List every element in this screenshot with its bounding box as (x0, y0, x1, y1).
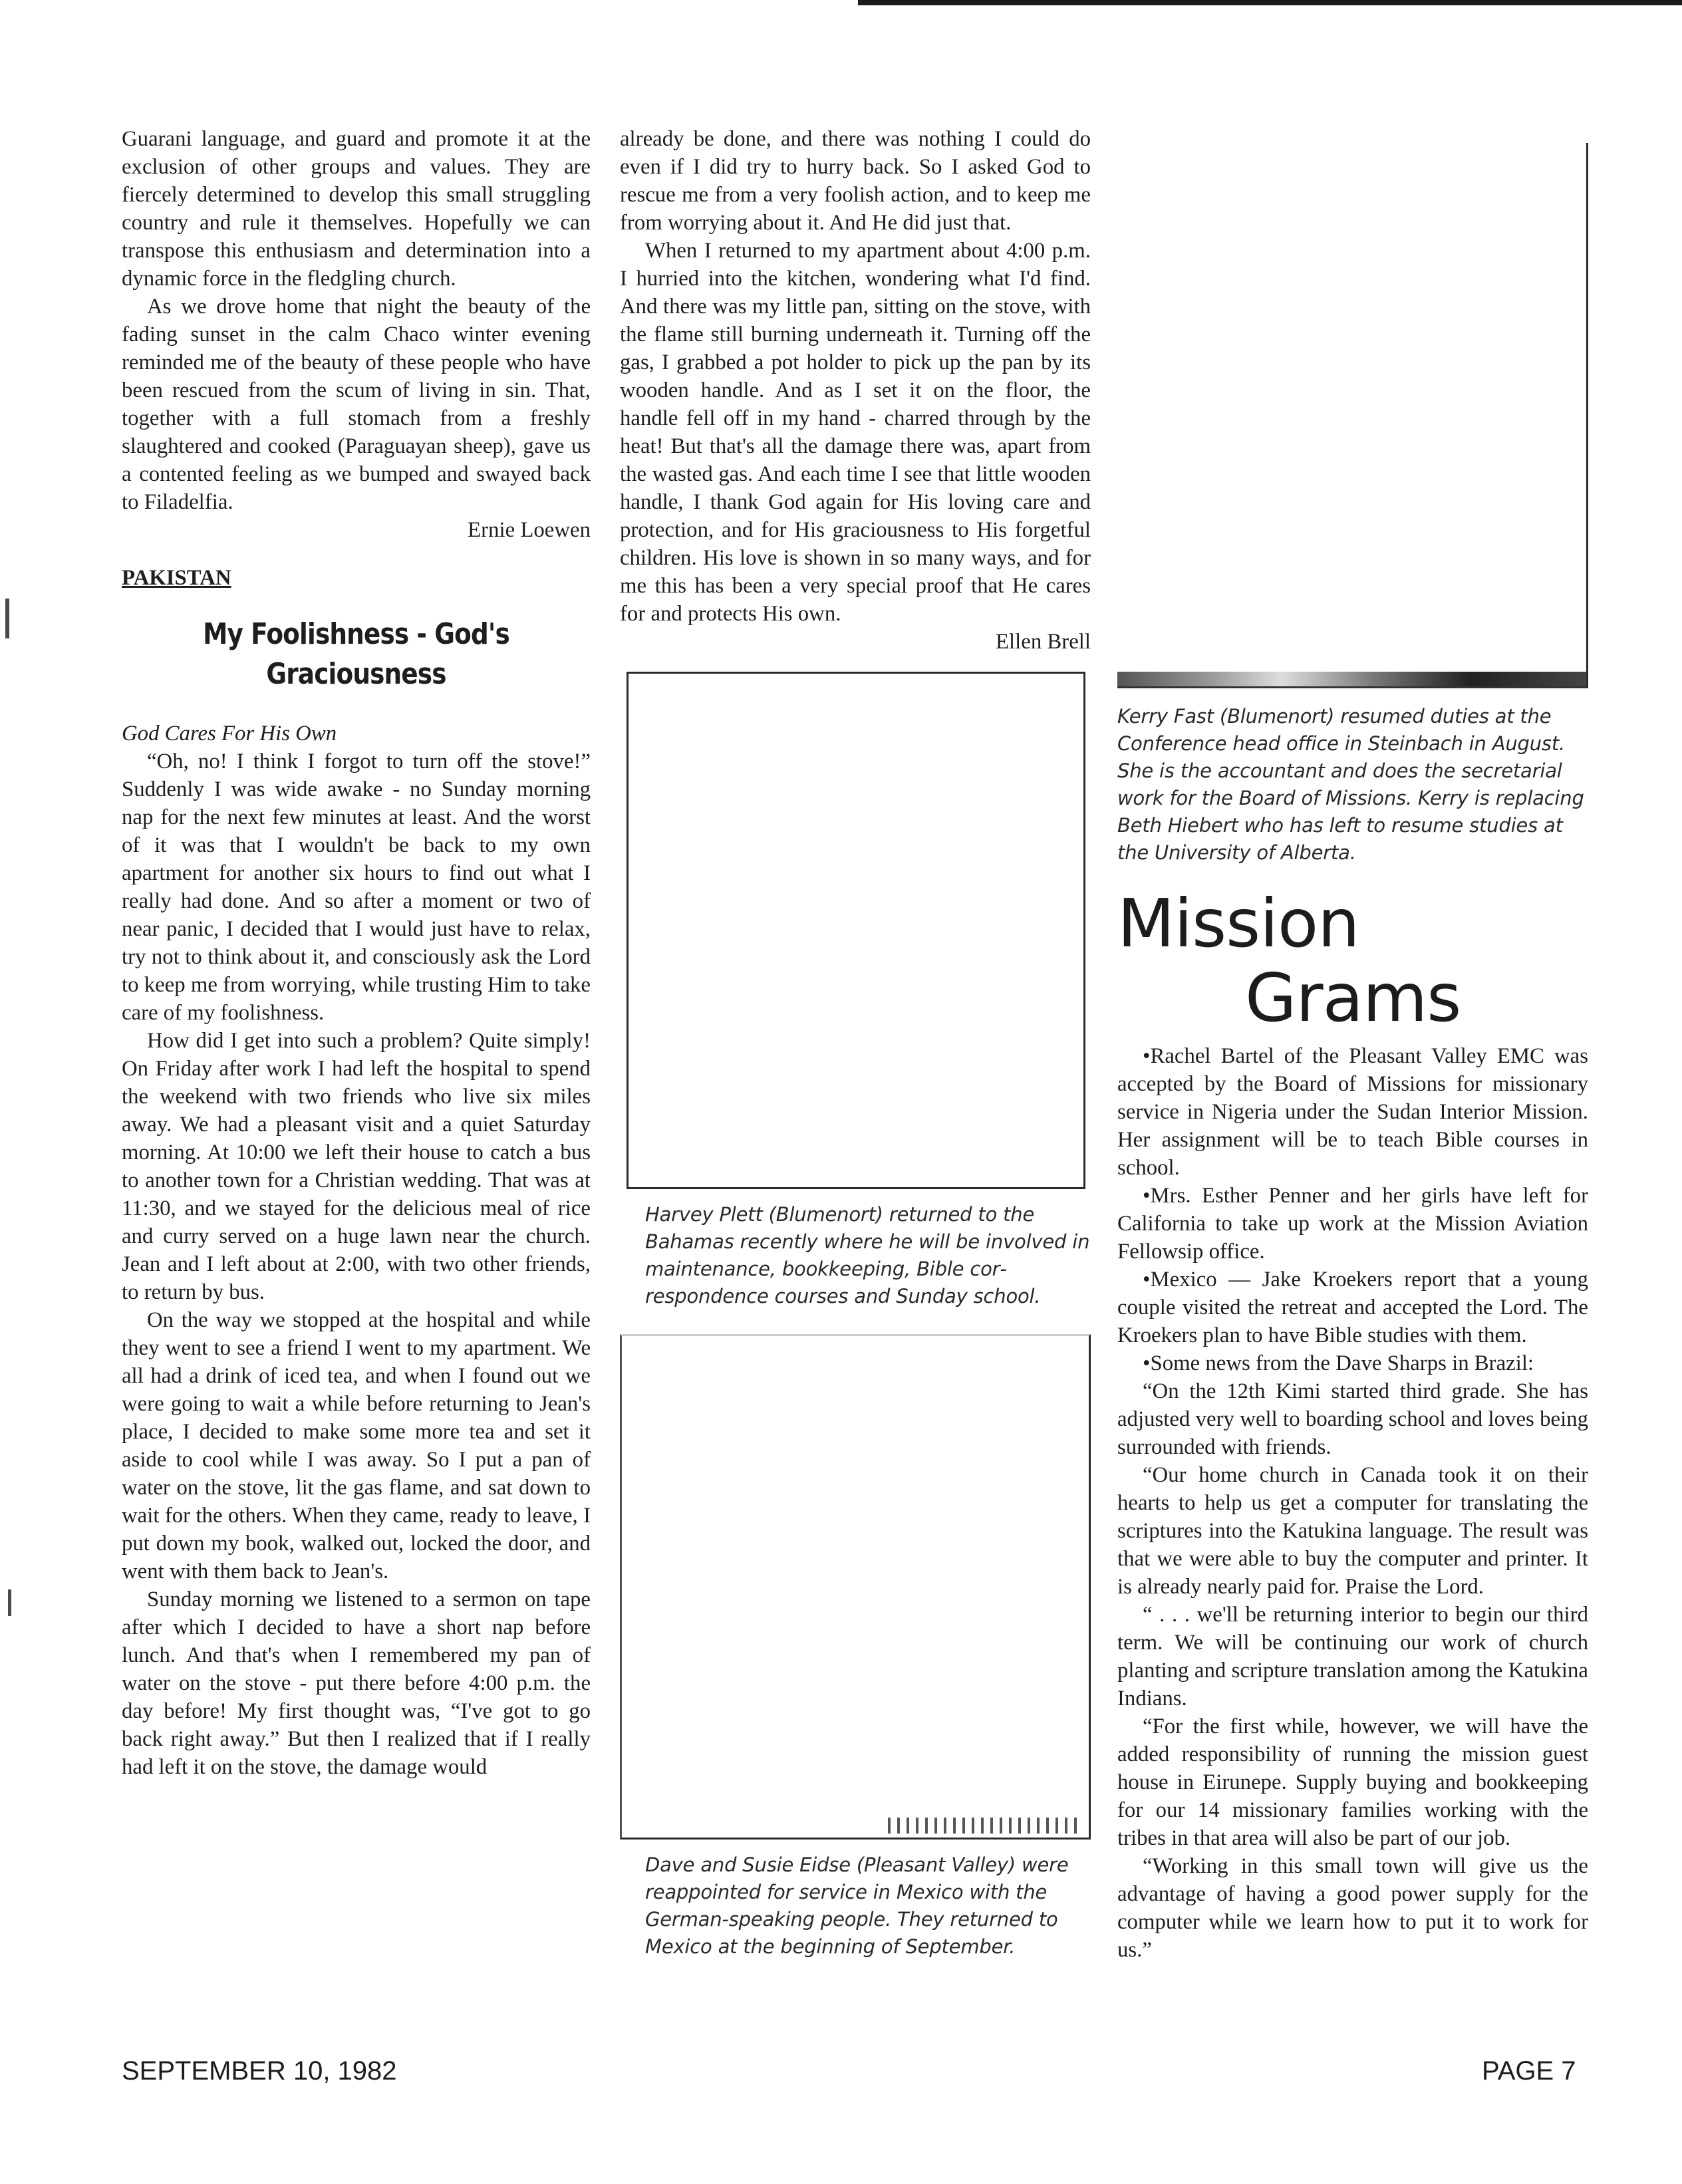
news-item: •Rachel Bartel of the Pleasant Valley EMC was accepted by the Board of Missions for missionary service in Nigeria under the Sudan Interior Mission. Her assignment will be to teach Bible courses in school. (1117, 1044, 1588, 1180)
paragraph: “For the first while, however, we will have the added responsibility of running the mission guest house in Eirunepe. Supply buying and bookkeeping for our 14 missionary families working with the tribes in that area will also be part of our job. (1117, 1714, 1588, 1850)
photo-caption: Kerry Fast (Blumenort) resumed duties at the Conference head office in Steinbach in August. She is the accountant and does the secretarial work for the Board of Missions. Kerry is replacing Beth Hiebert who has left to resume studies at the University of Alberta. (1117, 705, 1584, 864)
left-edge-mark (8, 1589, 11, 1616)
top-edge-line (858, 0, 1682, 5)
photo-strip (1117, 672, 1586, 686)
news-item: •Mexico — Jake Kroekers report that a young couple visited the retreat and accepted the Lord. The Kroekers plan to have Bible studies with them. (1117, 1268, 1588, 1347)
photo-placeholder (627, 672, 1085, 1189)
article-headline: My Foolishness - God's Graciousness (203, 617, 509, 691)
paragraph: How did I get into such a problem? Quite simply! On Friday after work I had left the hospital to spend the weekend with two friends who live six miles away. We had a pleasant visit and a quiet Saturday morning. At 10:00 we left their house to catch a bus to another town for a Christian wedding. That was at 11:30, and we stayed for the delicious meal of rice and curry served on a huge lawn near the church. Jean and I left about at 2:00, with two other friends, to return by bus. (122, 1029, 591, 1304)
footer-date: SEPTEMBER 10, 1982 (122, 2056, 397, 2086)
column-left (122, 125, 591, 1781)
photo-placeholder (620, 1334, 1091, 1840)
byline: Ellen Brell (996, 630, 1091, 654)
page-number: PAGE 7 (1482, 2056, 1576, 2086)
column-middle (620, 125, 1091, 1961)
paragraph: “On the 12th Kimi started third grade. She has adjusted very well to boarding school and loves being surrounded with friends. (1117, 1379, 1588, 1459)
left-edge-mark (5, 599, 9, 638)
paragraph: Guarani language, and guard and promote it at the exclusion of other groups and values. They are fiercely determined to develop this small struggling country and rule it themselves. Hopefully we can transpose this enthusiasm and determination into a dynamic force in the fledgling church. (122, 127, 591, 291)
photo-caption: Dave and Susie Eidse (Pleasant Valley) were reappointed for service in Mexico with the German-speaking people. They returned to Mexico at the beginning of September. (645, 1853, 1069, 1958)
section-title-line1: Mission (1117, 885, 1359, 962)
photo-speckle (888, 1818, 1081, 1834)
paragraph: Sunday morning we listened to a sermon on tape after which I decided to have a short nap before lunch. And that's when I remembered my pan of water on the stove - put there before 4:00 p.m. the day before! My first thought was, “I've got to go back right away.” But then I realized that if I really had left it on the stove, the damage would (122, 1587, 591, 1779)
news-item: •Some news from the Dave Sharps in Brazil: (1143, 1351, 1534, 1375)
news-item: •Mrs. Esther Penner and her girls have left for California to take up work at the Mission Aviation Fellowsip office. (1117, 1184, 1588, 1264)
paragraph: “Oh, no! I think I forgot to turn off the stove!” Suddenly I was wide awake - no Sunday morning nap for the next few minutes at least. And the worst of it was that I wouldn't be back to my own apartment for another six hours to find out what I really had done. And so after a moment or two of near panic, I decided that I would just have to relax, try not to think about it, and consciously ask the Lord to keep me from worrying, while trusting Him to take care of my foolishness. (122, 750, 591, 1025)
paragraph: As we drove home that night the beauty of the fading sunset in the calm Chaco winter evening reminded me of the beauty of these people who have been rescued from the scum of living in sin. That, together with a full stomach from a freshly slaughtered and cooked (Paraguayan sheep), gave us a contented feeling as we bumped and swayed back to Filadelfia. (122, 295, 591, 514)
section-title (1117, 887, 1588, 1035)
article-subhead: God Cares For His Own (122, 722, 337, 746)
section-title-line2: Grams (1245, 959, 1461, 1037)
paragraph: When I returned to my apartment about 4:00 p.m. I hurried into the kitchen, wondering what I'd find. And there was my little pan, sitting on the stove, with the flame still burning underneath it. Turning off the gas, I grabbed a pot holder to pick up the pan by its wooden handle. And as I set it on the floor, the handle fell off in my hand - charred through by the heat! But that's all the damage there was, apart from the wasted gas. And each time I see that little wooden handle, I thank God again for His loving care and protection, and for His graciousness to His forgetful children. His love is shown in so many ways, and for me this has been a very special proof that He cares for and protects His own. (620, 239, 1091, 626)
section-label: PAKISTAN (122, 566, 231, 590)
paragraph: already be done, and there was nothing I could do even if I did try to hurry back. So I asked God to rescue me from a very foolish action, and to keep me from worrying about it. And He did just that. (620, 127, 1091, 235)
byline: Ernie Loewen (468, 518, 591, 542)
paragraph: “ . . . we'll be returning interior to begin our third term. We will be continuing our work of church planting and scripture translation among the Katukina Indians. (1117, 1603, 1588, 1710)
photo-placeholder (1117, 143, 1588, 688)
paragraph: “Our home church in Canada took it on their hearts to help us get a computer for translating the scriptures into the Katukina language. The result was that we were able to buy the computer and printer. It is already nearly paid for. Praise the Lord. (1117, 1463, 1588, 1599)
photo-caption: Harvey Plett (Blumenort) returned to the Bahamas recently where he will be involved in maintenance, bookkeeping, Bible correspondence courses and Sunday school. (645, 1203, 1090, 1307)
paragraph: On the way we stopped at the hospital and while they went to see a friend I went to my apartment. We all had a drink of iced tea, and when I found out we were going to wait a while before returning to Jean's place, I decided to make some more tea and set it aside to cool while I was away. So I put a pan of water on the stove, lit the gas flame, and sat down to wait for the others. When they came, ready to leave, I put down my book, walked out, locked the door, and went with them back to Jean's. (122, 1308, 591, 1583)
column-right (1117, 116, 1588, 1964)
paragraph: “Working in this small town will give us the advantage of having a good power supply for the computer while we learn how to put it to work for us.” (1117, 1854, 1588, 1962)
